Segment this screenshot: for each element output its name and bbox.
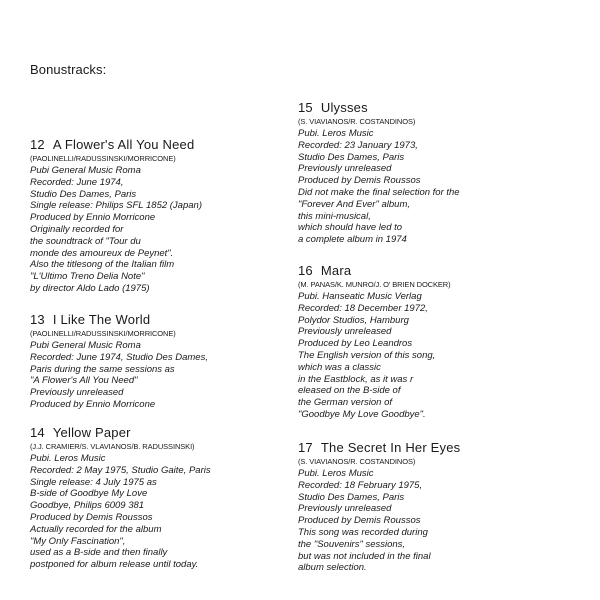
track-note: Pubi General Music Roma	[30, 165, 141, 176]
track-credits: (M. PANAS/K. MUNRO/J. O' BRIEN DOCKER)	[298, 280, 451, 289]
track-note: Produced by Leo Leandros	[298, 338, 413, 350]
track-note: Recorded: 2 May 1975, Studio Gaite, Paris	[30, 464, 211, 476]
track-note: "A Flower's All You Need"	[30, 375, 138, 387]
track-note: which was a classic	[298, 361, 381, 373]
track-note: by director Aldo Lado (1975)	[30, 282, 150, 294]
track-number: 15	[298, 100, 313, 115]
track-number: 16	[298, 263, 313, 278]
track-note: "My Only Fascination",	[30, 535, 126, 547]
track-note: in the Eastblock, as it was r	[298, 373, 414, 385]
track-15	[298, 100, 460, 246]
track-note: Paris during the same sessions as	[30, 363, 175, 375]
track-title	[298, 440, 460, 456]
track-note: Previously unreleased	[298, 503, 392, 515]
track-note: Produced by Demis Roussos	[298, 175, 421, 187]
track-note: Did not make the final selection for the	[298, 186, 460, 198]
track-note: Pubi. Leros Music	[30, 453, 106, 464]
track-name: Ulysses	[320, 100, 368, 115]
track-title	[298, 263, 451, 279]
track-note: but was not included in the final	[298, 550, 431, 562]
track-note: Studio Des Dames, Paris	[30, 188, 137, 200]
track-note: Actually recorded for the album	[30, 523, 162, 535]
track-note: Produced by Demis Roussos	[298, 515, 421, 527]
track-note: the "Souvenirs" sessions,	[298, 538, 406, 550]
track-note: the German version of	[298, 397, 392, 409]
track-note: eleased on the B-side of	[298, 385, 401, 397]
track-name: The Secret In Her Eyes	[320, 440, 461, 455]
track-credits: (PAOLINELLI/RADUSSINSKI/MORRICONE)	[30, 329, 176, 338]
track-note: Also the titlesong of the Italian film	[30, 259, 175, 271]
track-note: Goodbye, Philips 6009 381	[30, 500, 145, 512]
track-credits: (PAOLINELLI/RADUSSINSKI/MORRICONE)	[30, 154, 176, 163]
track-note: Pubi. Hanseatic Music Verlag	[298, 291, 422, 302]
track-note: "Goodbye My Love Goodbye".	[298, 408, 426, 420]
track-note: Previously unreleased	[30, 387, 124, 399]
track-note: This song was recorded during	[298, 526, 428, 538]
track-name: Mara	[320, 263, 352, 278]
track-note: Single release: 4 July 1975 as	[30, 476, 157, 488]
track-credits: (S. VIAVIANOS/R. COSTANDINOS)	[298, 457, 416, 466]
track-note: Produced by Ennio Morricone	[30, 398, 156, 410]
track-name: A Flower's All You Need	[52, 137, 195, 152]
track-note: Single release: Philips SFL 1852 (Japan)	[30, 200, 202, 212]
track-12	[30, 137, 202, 295]
track-note: Recorded: June 1974, Studio Des Dames,	[30, 351, 208, 363]
track-note: Recorded: June 1974,	[30, 176, 124, 188]
track-note: album selection.	[298, 562, 367, 574]
track-note: used as a B-side and then finally	[30, 547, 168, 559]
track-note: Previously unreleased	[298, 163, 392, 175]
track-note: Recorded: 18 February 1975,	[298, 479, 423, 491]
track-note: Recorded: 18 December 1972,	[298, 302, 428, 314]
track-note: postponed for album release until today.	[30, 559, 199, 571]
track-16	[298, 263, 451, 421]
track-note: Polydor Studios, Hamburg	[298, 314, 409, 326]
track-name: Yellow Paper	[52, 425, 131, 440]
track-note: Pubi. Leros Music	[298, 128, 374, 139]
track-note: Produced by Ennio Morricone	[30, 212, 156, 224]
track-number: 13	[30, 312, 45, 327]
track-note: monde des amoureux de Peynet".	[30, 247, 174, 259]
track-note: Recorded: 23 January 1973,	[298, 139, 418, 151]
track-number: 14	[30, 425, 45, 440]
track-note: "Forever And Ever" album,	[298, 198, 410, 210]
track-note: which should have led to	[298, 222, 403, 234]
track-note: "L'Ultimo Treno Delia Note"	[30, 271, 145, 283]
track-title	[30, 137, 202, 153]
track-name: I Like The World	[52, 312, 151, 327]
track-credits: (J.J. CRAMIER/S. VLAVIANOS/B. RADUSSINSKI)	[30, 442, 195, 451]
track-13	[30, 312, 208, 411]
track-title	[298, 100, 460, 116]
track-note: Pubi. Leros Music	[298, 468, 374, 479]
track-title	[30, 312, 208, 328]
track-note: Originally recorded for	[30, 223, 124, 235]
track-14	[30, 425, 211, 571]
track-17	[298, 440, 460, 574]
track-note: B-side of Goodbye My Love	[30, 488, 148, 500]
track-note: Studio Des Dames, Paris	[298, 491, 405, 503]
track-note: Pubi General Music Roma	[30, 340, 141, 351]
track-note: a complete album in 1974	[298, 234, 407, 246]
track-note: this mini-musical,	[298, 210, 371, 222]
track-note: Previously unreleased	[298, 326, 392, 338]
track-note: Studio Des Dames, Paris	[298, 151, 405, 163]
track-note: Produced by Demis Roussos	[30, 511, 153, 523]
track-note: the soundtrack of "Tour du	[30, 235, 141, 247]
track-title	[30, 425, 211, 441]
track-note: The English version of this song,	[298, 349, 436, 361]
track-credits: (S. VIAVIANOS/R. COSTANDINOS)	[298, 117, 416, 126]
track-number: 12	[30, 137, 45, 152]
bonustracks-heading: Bonustracks:	[30, 62, 107, 77]
track-number: 17	[298, 440, 313, 455]
